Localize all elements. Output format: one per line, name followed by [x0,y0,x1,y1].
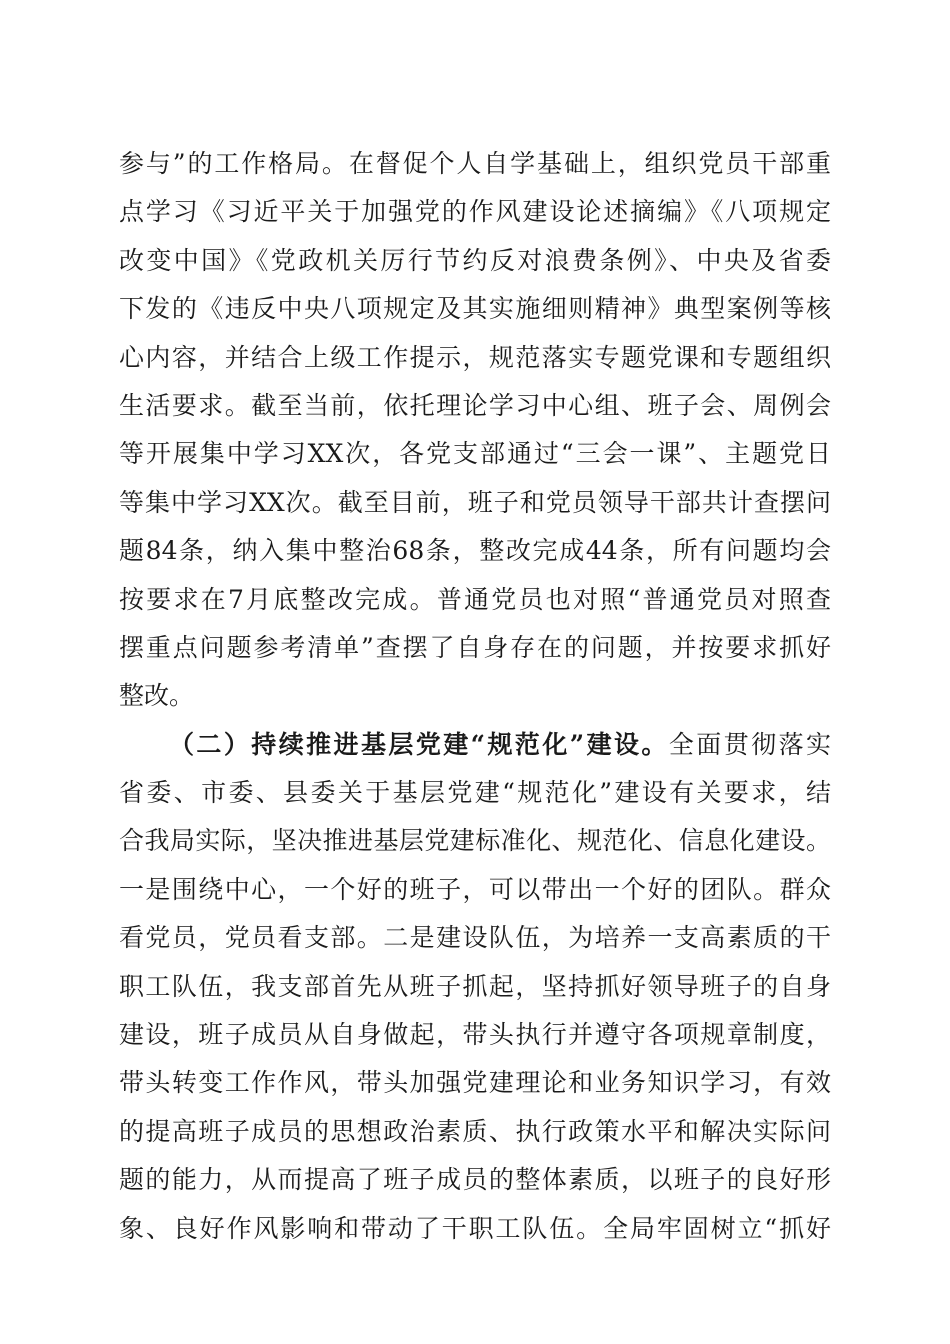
text-line: 改变中国》《党政机关厉行节约反对浪费条例》、中央及省委 [119,245,831,275]
text-line: 一是围绕中心，一个好的班子，可以带出一个好的团队。群众 [119,874,831,904]
text-span: 全面贯彻落实 [668,729,831,759]
text-line: 题的能力，从而提高了班子成员的整体素质，以班子的良好形 [119,1165,831,1195]
text-line: 摆重点问题参考清单”查摆了自身存在的问题，并按要求抓好 [119,632,831,662]
paragraph-study-progress [119,140,831,721]
text-line: 点学习《习近平关于加强党的作风建设论述摘编》《八项规定 [119,197,831,227]
text-line: 等开展集中学习XX次，各党支部通过“三会一课”、主题党日 [119,439,831,469]
text-line: 象、良好作风影响和带动了干职工队伍。全局牢固树立“抓好 [119,1213,831,1243]
text-line: 生活要求。截至当前，依托理论学习中心组、班子会、周例会 [119,390,831,420]
text-line: 职工队伍，我支部首先从班子抓起，坚持抓好领导班子的自身 [119,971,831,1001]
text-line: 带头转变工作作风，带头加强党建理论和业务知识学习，有效 [119,1068,831,1098]
text-line: 心内容，并结合上级工作提示，规范落实专题党课和专题组织 [119,342,831,372]
body-text [119,140,831,1253]
section-heading: （二）持续推进基层党建“规范化”建设。 [169,729,669,759]
text-line: 等集中学习XX次。截至目前，班子和党员领导干部共计查摆问 [119,487,831,517]
text-line: 参与”的工作格局。在督促个人自学基础上，组织党员干部重 [119,149,831,178]
text-line: 按要求在7月底整改完成。普通党员也对照“普通党员对照查 [119,584,831,614]
text-line: 合我局实际，坚决推进基层党建标准化、规范化、信息化建设。 [119,826,831,856]
paragraph-first-line [119,721,831,769]
text-line: 看党员，党员看支部。二是建设队伍，为培养一支高素质的干 [119,923,831,953]
text-line: 整改。 [119,681,195,711]
text-line: 的提高班子成员的思想政治素质、执行政策水平和解决实际问 [119,1116,831,1146]
text-line: 省委、市委、县委关于基层党建“规范化”建设有关要求，结 [119,778,831,808]
text-line: 建设，班子成员从自身做起，带头执行并遵守各项规章制度， [119,1020,831,1050]
text-line: 下发的《违反中央八项规定及其实施细则精神》典型案例等核 [119,294,831,324]
text-line: 题84条，纳入集中整治68条，整改完成44条，所有问题均会 [119,536,831,566]
paragraph-standardization [119,721,831,1253]
